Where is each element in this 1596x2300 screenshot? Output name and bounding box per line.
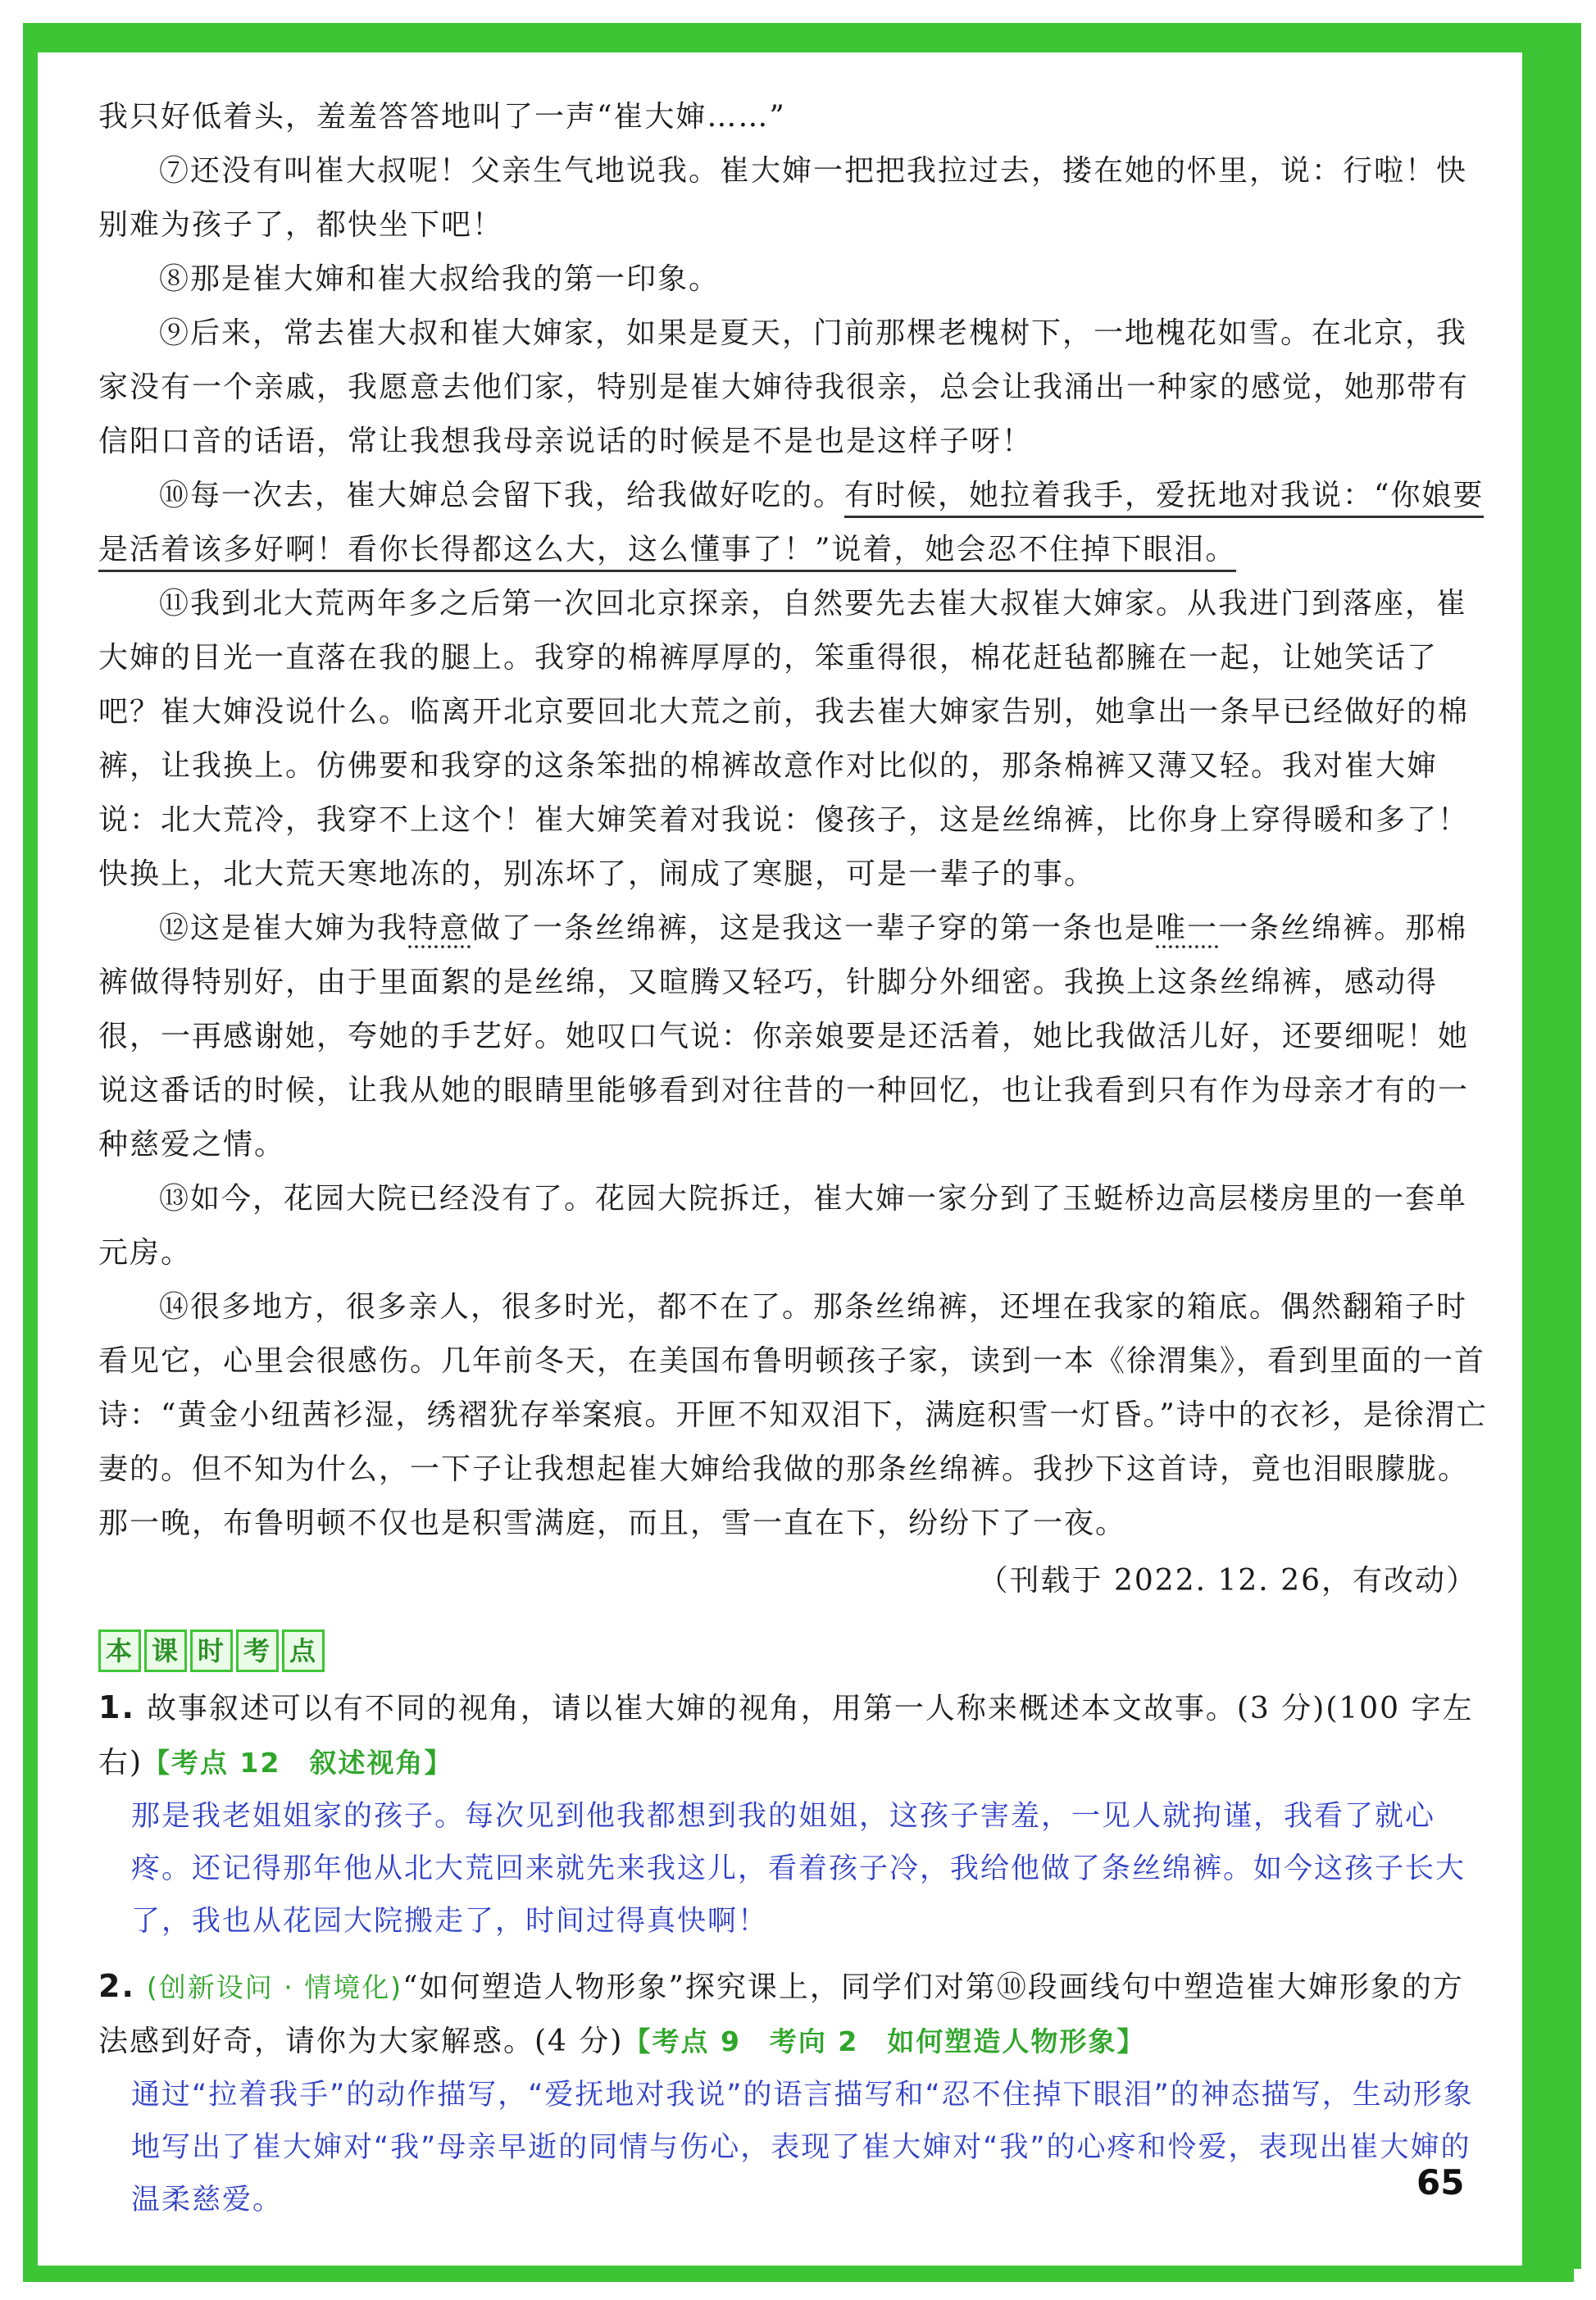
question-1-prompt xyxy=(98,1680,1492,1790)
answer-2: 通过“拉着我手”的动作描写，“爱抚地对我说”的语言描写和“忍不住掉下眼泪”的神态描写，生动形象地写出了崔大婶对“我”母亲早逝的同情与伤心，表现了崔大婶对“我”的心疼和怜爱，表现出崔大婶的温柔慈爱。 xyxy=(131,2079,1474,2216)
section-title-char: 点 xyxy=(282,1630,325,1672)
paragraph-intro: 我只好低着头，羞羞答答地叫了一声“崔大婶……” xyxy=(98,100,786,134)
underlined-sentence: 有时候，她拉着我手，爱抚地对我说：“你娘要是活着该多好啊！看你长得都这么大，这么懂事了！”说着，她会忍不住掉下眼泪。 xyxy=(98,479,1484,572)
section-title-char: 课 xyxy=(144,1630,187,1672)
section-title-char: 本 xyxy=(98,1630,141,1672)
page-number: 65 xyxy=(1416,2162,1465,2202)
section-title-char: 时 xyxy=(190,1630,233,1672)
question-text: “如何塑造人物形象”探究课上，同学们对第⑩段画线句中塑造崔大婶形象的方法感到好奇，请你为大家解惑。(4 分) xyxy=(98,1970,1464,2058)
left-green-border xyxy=(23,23,38,2269)
paragraph-12-part-3: 一条丝绵裤。那棉裤做得特别好，由于里面絮的是丝绵，又暄腾又轻巧，针脚分外细密。我换上这条丝绵裤，感动得很，一再感谢她，夸她的手艺好。她叹口气说：你亲娘要是还活着，她比我做活儿好，还要细呢！她说这番话的时候，让我从她的眼睛里能够看到对往昔的一种回忆，也让我看到只有作为母亲才有的一种慈爱之情。 xyxy=(98,911,1470,1161)
section-title xyxy=(98,1630,1492,1672)
section-title-char: 考 xyxy=(236,1630,279,1672)
paragraph-12-part-2: 做了一条丝绵裤，这是我这一辈子穿的第一条也是 xyxy=(471,911,1157,945)
knowledge-tag: 【考点 9 考向 2 如何塑造人物形象】 xyxy=(623,2025,1146,2057)
question-number: 1. xyxy=(98,1689,135,1725)
paragraph-8: ⑧那是崔大婶和崔大叔给我的第一印象。 xyxy=(159,262,721,296)
paragraph-14: ⑭很多地方，很多亲人，很多时光，都不在了。那条丝绵裤，还埋在我家的箱底。偶然翻箱子时看见它，心里会很感伤。几年前冬天，在美国布鲁明顿孩子家，读到一本《徐渭集》，看到里面的一首诗：“黄金小纽茜衫湿，绣褶犹存举案痕。开匣不知双泪下，满庭积雪一灯昏。”诗中的衣衫，是徐渭亡妻的。但不知为什么，一下子让我想起崔大婶给我做的那条丝绵裤。我抄下这首诗，竟也泪眼朦胧。那一晚，布鲁明顿不仅也是积雪满庭，而且，雪一直在下，纷纷下了一夜。 xyxy=(98,1290,1488,1540)
paragraph-12 xyxy=(98,902,1492,1172)
question-number: 2. xyxy=(98,1968,135,2004)
paragraph-10 xyxy=(98,469,1492,577)
emphasis-dotted-1: 特意 xyxy=(408,911,471,945)
paragraph-12-part-1: ⑫这是崔大婶为我 xyxy=(159,911,409,945)
paragraph-7: ⑦还没有叫崔大叔呢！父亲生气地说我。崔大婶一把把我拉过去，搂在她的怀里，说：行啦！快别难为孩子了，都快坐下吧！ xyxy=(98,154,1468,242)
right-green-border xyxy=(1522,23,1581,2269)
page-content xyxy=(98,90,1492,2226)
question-1 xyxy=(98,1680,1492,1948)
question-text: 故事叙述可以有不同的视角，请以崔大婶的视角，用第一人称来概述本文故事。(3 分)(100 字左右) xyxy=(98,1692,1474,1780)
answer-1: 那是我老姐姐家的孩子。每次见到他我都想到我的姐姐，这孩子害羞，一见人就拘谨，我看了就心疼。还记得那年他从北大荒回来就先来我这儿，看着孩子冷，我给他做了条丝绵裤。如今这孩子长大了，我也从花园大院搬走了，时间过得真快啊！ xyxy=(131,1800,1466,1938)
question-prefix: (创新设问 · 情境化) xyxy=(146,1971,403,2003)
bottom-green-border xyxy=(23,2266,1574,2282)
paragraph-10-lead: ⑩每一次去，崔大婶总会留下我，给我做好吃的。 xyxy=(159,479,845,512)
paragraph-11: ⑪我到北大荒两年多之后第一次回北京探亲，自然要先去崔大叔崔大婶家。从我进门到落座，崔大婶的目光一直落在我的腿上。我穿的棉裤厚厚的，笨重得很，棉花赶毡都臃在一起，让她笑话了吧？崔大婶没说什么。临离开北京要回北大荒之前，我去崔大婶家告别，她拿出一条早已经做好的棉裤，让我换上。仿佛要和我穿的这条笨拙的棉裤故意作对比似的，那条棉裤又薄又轻。我对崔大婶说：北大荒冷，我穿不上这个！崔大婶笑着对我说：傻孩子，这是丝绵裤，比你身上穿得暖和多了！快换上，北大荒天寒地冻的，别冻坏了，闹成了寒腿，可是一辈子的事。 xyxy=(98,587,1470,891)
question-2 xyxy=(98,1959,1492,2226)
knowledge-tag: 【考点 12 叙述视角】 xyxy=(143,1747,453,1779)
emphasis-dotted-2: 唯一 xyxy=(1156,911,1219,945)
paragraph-9: ⑨后来，常去崔大叔和崔大婶家，如果是夏天，门前那棵老槐树下，一地槐花如雪。在北京，我家没有一个亲戚，我愿意去他们家，特别是崔大婶待我很亲，总会让我涌出一种家的感觉，她那带有信阳口音的话语，常让我想我母亲说话的时候是不是也是这样子呀！ xyxy=(98,316,1470,458)
paragraph-13: ⑬如今，花园大院已经没有了。花园大院拆迁，崔大婶一家分到了玉蜓桥边高层楼房里的一套单元房。 xyxy=(98,1182,1468,1270)
source-note: （刊载于 2022. 12. 26，有改动） xyxy=(978,1564,1477,1598)
question-2-prompt xyxy=(98,1959,1492,2069)
top-green-border xyxy=(23,23,1574,52)
